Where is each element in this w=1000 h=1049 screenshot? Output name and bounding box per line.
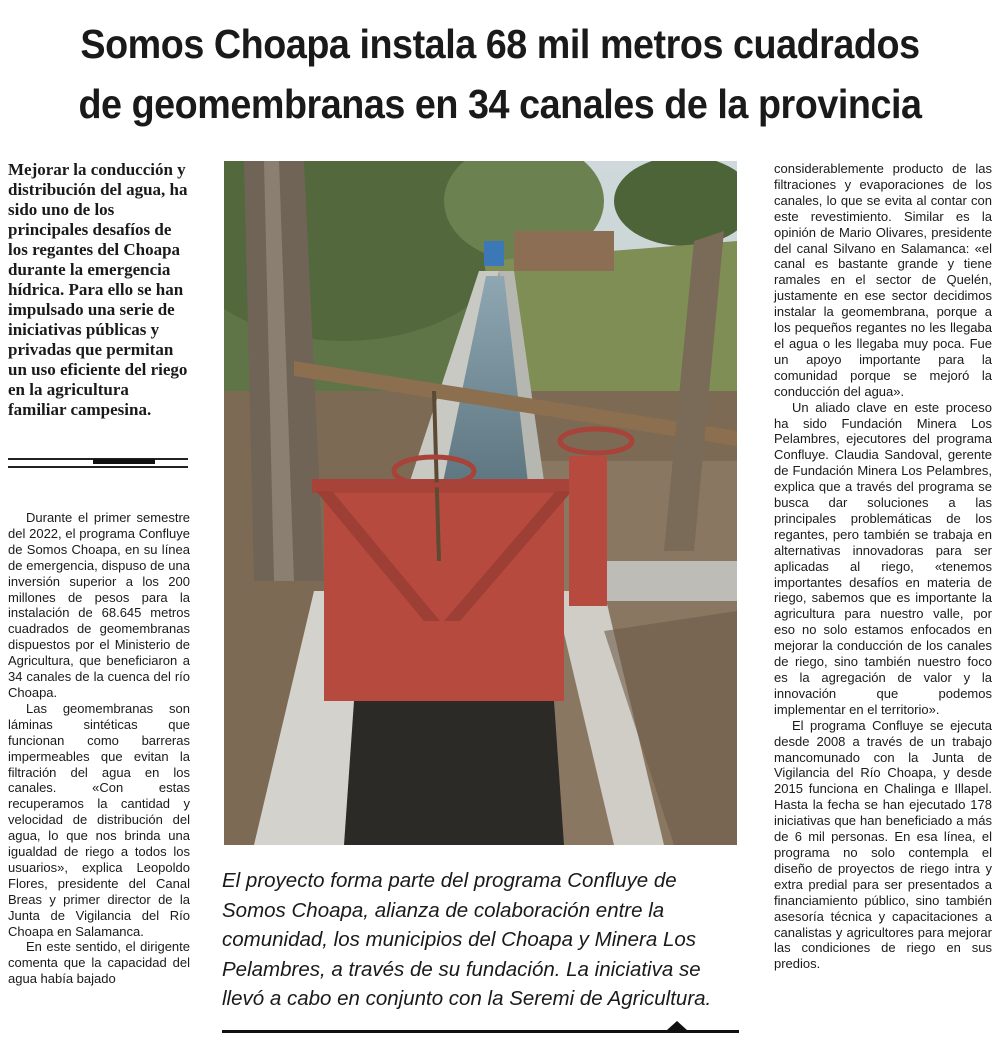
body-paragraph: Un aliado clave en este proceso ha sido Fundación Minera Los Pelambres, ejecutores del programa Confluye. Claudia Sandoval, gerente de Fundación Minera Los Pelambres, explica que a través del programa se busca dar soluciones a las principales problemáticas de los regantes, pero también se trabaja en alternativas innovadoras para ser aplicadas al riego, «tenemos importantes desafíos en materia de riego, sabemos que es importante la agricultura para nuestro valle, por eso no solo estamos enfocados en mejorar la conducción de los canales de riego, sino también nuestro foco es la agregación de valor y la innovación que podemos implementar en el territorio». [774, 399, 992, 717]
caption-divider [222, 1030, 739, 1033]
irrigation-canal-photo [224, 161, 737, 845]
lead-paragraph: Mejorar la conducción y distribución del agua, ha sido uno de los principales desafíos de los regantes del Choapa durante la emergencia hídrica. Para ello se han impulsado una serie de iniciativas públicas y privadas que permitan un uso eficiente del riego en la agricultura familiar campesina. [8, 160, 188, 419]
body-paragraph: Durante el primer semestre del 2022, el programa Confluye de Somos Choapa, en su línea de emergencia, dispuso de una inversión superior a los 200 millones de pesos para la instalación de 68.645 metros cuadrados de geomembranas dispuestos por el Ministerio de Agricultura, que beneficiaron a 34 canales de la cuenca del río Choapa. [8, 510, 190, 700]
body-paragraph: El programa Confluye se ejecuta desde 2008 a través de un trabajo mancomunado con la Junta de Vigilancia del Río Choapa, y desde 2015 funciona en Chalinga e Illapel. Hasta la fecha se han ejecutado 178 iniciativas que han beneficiado a más de 6 mil personas. En esa línea, el programa no solo contempla el diseño de proyectos de riego intra y extra predial para ser presentados a financiamiento público, sino también asesoría técnica y capacitaciones a canalistas y agricultores para mejorar las condiciones de riego en sus predios. [774, 717, 992, 972]
lead-divider [8, 458, 188, 468]
headline-line-2: de geomembranas en 34 canales de la provincia [78, 81, 922, 127]
right-column [774, 161, 992, 972]
left-column [8, 510, 190, 987]
headline-line-1: Somos Choapa instala 68 mil metros cuadrados [80, 21, 920, 67]
headline [40, 14, 960, 134]
body-paragraph: Las geomembranas son láminas sintéticas que funcionan como barreras impermeables que evitan la filtración del agua en los canales. «Con estas recuperamos la cantidad y velocidad de distribución del agua, lo que nos brinda una igualdad de riego a todos los usuarios», explica Leopoldo Flores, presidente del Canal Breas y primer director de la Junta de Vigilancia del Río Choapa en Salamanca. [8, 700, 190, 939]
body-paragraph: En este sentido, el dirigente comenta que la capacidad del agua había bajado [8, 939, 190, 987]
body-paragraph: considerablemente producto de las filtraciones y evaporaciones de los canales, lo que se evita al contar con este revestimiento. Similar es la opinión de Mario Olivares, presidente del canal Silvano en Salamanca: «el canal es bastante grande y tiene ramales en el sector de Quelén, justamente en ese sector decidimos instalar la geomembrana, porque a los pequeños regantes no les llegaba el agua o les llegaba muy poca. Fue un apoyo importante para la comunidad porque se mejoró la conducción del agua». [774, 161, 992, 399]
photo-caption: El proyecto forma parte del programa Confluye de Somos Choapa, alianza de colaboración entre la comunidad, los municipios del Choapa y Minera Los Pelambres, a través de su fundación. La iniciativa se llevó a cabo en conjunto con la Seremi de Agricultura. [222, 869, 712, 1010]
